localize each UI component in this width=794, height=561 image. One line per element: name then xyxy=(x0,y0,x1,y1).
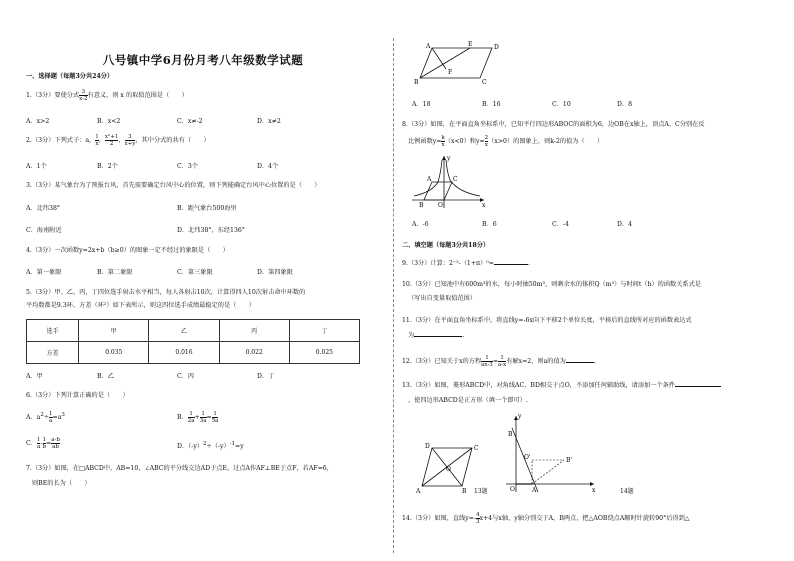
q5-option-b[interactable]: B．乙 xyxy=(97,373,114,380)
figure-13-caption: 13题 xyxy=(474,488,488,495)
q6-option-a[interactable]: A．$a^2\div$ $\frac{1}{a}$ $=a^3$ xyxy=(26,411,65,424)
svg-text:O': O' xyxy=(524,454,531,461)
q6-option-c[interactable]: C． $\frac{1}{a}$ - $\frac{1}{b}$ = $\frac{a-b}{ab}$ xyxy=(26,437,60,450)
svg-text:O: O xyxy=(510,486,515,493)
table-cell: 丙 xyxy=(219,320,289,342)
answer-blank-9[interactable] xyxy=(494,264,528,265)
question-2: 2.（3分）下列式子：a， $\frac{1}{x}$ ， $\frac{\text{x²+1}}{2}$ ， $\frac{3}{x+y}$ ，其中分式的共有（ ） xyxy=(26,134,210,147)
answer-blank-13[interactable] xyxy=(675,386,721,387)
q8-option-a[interactable]: A．-6 xyxy=(412,221,429,228)
svg-text:D: D xyxy=(494,44,499,51)
section-choice: 一、选择题（每题3分共24分） xyxy=(26,73,114,80)
answer-blank-12[interactable] xyxy=(566,362,594,363)
q7-option-c[interactable]: C．10 xyxy=(552,101,571,108)
table-cell: 0.016 xyxy=(149,342,219,364)
svg-text:A: A xyxy=(427,176,432,183)
rotation-figure-q14 xyxy=(502,412,598,496)
table-header-row xyxy=(27,320,360,342)
svg-text:A: A xyxy=(426,43,431,50)
q3-option-c[interactable]: C．海南附近 xyxy=(26,227,62,234)
table-cell: 选手 xyxy=(27,320,79,342)
q2-option-b[interactable]: B．2个 xyxy=(97,163,118,170)
q1-option-b[interactable]: B．x<2 xyxy=(97,118,121,125)
svg-text:A: A xyxy=(532,487,537,494)
svg-text:O: O xyxy=(446,466,451,473)
svg-text:C: C xyxy=(474,445,479,452)
question-11-line1: 11.（3分）在平面直角坐标系中，将直线y=-6x向下平移2个单位长度，平移后的直线所对应的函数表达式 xyxy=(402,317,692,324)
q7-option-d[interactable]: D．8 xyxy=(617,101,633,108)
q6-option-d[interactable]: D．$(-y)^2\div(-y)^{-1}=y$ xyxy=(177,441,244,451)
svg-text:y: y xyxy=(518,413,522,420)
left-column xyxy=(22,0,384,561)
figure-14-caption: 14题 xyxy=(620,488,634,495)
q6-option-b[interactable]: B． $\frac{1}{2a}$ + $\frac{1}{3a}$ = $\frac{1}{5a}$ xyxy=(177,411,219,424)
question-7-line2: 则BE的长为（ ） xyxy=(32,480,91,487)
question-13-line2: ，使四边形ABCD是正方形（填一个即可）. xyxy=(408,397,528,404)
question-14: 14.（3分）如图，直线y=- $\frac{4}{3}$ x+4与x轴、y轴分别交于A、B两点，把△AOB绕点A顺时针旋转90°后得到△ xyxy=(402,512,690,525)
table-cell: 乙 xyxy=(149,320,219,342)
table-cell: 0.035 xyxy=(79,342,149,364)
question-13-text: 13.（3分）如图，菱形ABCD中，对角线AC、BD相交于点O，不添加任何辅助线，请添加一个条件 xyxy=(402,382,675,389)
q2-option-a[interactable]: A．1个 xyxy=(26,163,47,170)
question-1: 1.（3分）要使分式 $\frac{3}{x-2}$ 有意义，则 x 的取值范围是（ ） xyxy=(26,89,188,102)
q3-option-b[interactable]: B．距气象台500海里 xyxy=(177,205,237,212)
svg-text:B': B' xyxy=(566,457,573,464)
hyperbola-figure-q8 xyxy=(410,152,490,210)
q7-option-a[interactable]: A．18 xyxy=(412,101,431,108)
q4-option-b[interactable]: B．第二象限 xyxy=(97,269,133,276)
svg-text:y: y xyxy=(447,155,451,162)
q5-option-d[interactable]: D．丁 xyxy=(257,373,275,380)
q7-option-b[interactable]: B．16 xyxy=(482,101,501,108)
svg-text:F: F xyxy=(448,69,453,76)
svg-text:E: E xyxy=(468,41,473,48)
q8-option-b[interactable]: B．6 xyxy=(482,221,497,228)
svg-text:x: x xyxy=(592,487,596,494)
q2-option-d[interactable]: D．4个 xyxy=(257,163,279,170)
question-6: 6.（3分）下列计算正确的是（ ） xyxy=(26,392,129,399)
svg-text:A: A xyxy=(416,488,421,495)
svg-text:O: O xyxy=(438,202,443,209)
table-cell: 0.022 xyxy=(219,342,289,364)
question-8-line2: 比例函数y= $\frac{k}{x}$ （x<0）和y= $\frac{2}{x}$ （x>0）的图象上，则k-2的值为（ ） xyxy=(408,135,604,148)
table-cell: 甲 xyxy=(79,320,149,342)
question-7-line1: 7.（3分）如图，在□ABCD中，AB=10，∠ABC的平分线交边AD于点E，过点A作AF⊥BE于点F，若AF=6， xyxy=(26,465,333,472)
q4-option-a[interactable]: A．第一象限 xyxy=(26,269,62,276)
q3-option-d[interactable]: D．北纬38°，东经136° xyxy=(177,227,245,234)
page-title: 八号镇中学6月份月考八年级数学试题 xyxy=(102,53,304,67)
right-column xyxy=(402,0,772,561)
column-divider xyxy=(393,38,394,553)
question-5-line1: 5.（3分）甲、乙、丙、丁四位选手射击水平相当，每人各射击10次，计算得四人10次射击命中环数的 xyxy=(26,289,306,296)
question-10-line2: （写出自变量取值范围） xyxy=(408,295,477,302)
q1-option-c[interactable]: C．x≠-2 xyxy=(177,118,203,125)
section-fill-blank: 二、填空题（每题3分共18分） xyxy=(402,242,490,249)
svg-text:C: C xyxy=(453,176,458,183)
question-12: 12.（3分）已知关于x的方程 $\frac{1}{ax-3}$ = $\frac{1}{a-x}$ 有解x=2，则a的值为 . xyxy=(402,355,596,368)
question-13-line1 xyxy=(402,381,774,390)
svg-text:C: C xyxy=(482,79,487,86)
table-cell: 方差 xyxy=(27,342,79,364)
parallelogram-figure-q7 xyxy=(410,40,500,86)
svg-text:x: x xyxy=(482,202,486,209)
answer-blank-11[interactable] xyxy=(414,336,462,337)
svg-text:B: B xyxy=(414,79,419,86)
table-cell: 丁 xyxy=(289,320,359,342)
question-11-prefix: 为 xyxy=(408,332,415,339)
q8-option-c[interactable]: C．-4 xyxy=(552,221,569,228)
question-9-text: 9.（3分）计算：2⁻²-（1+π）⁰= xyxy=(402,260,494,267)
question-11-line2: 为 . xyxy=(408,332,465,339)
q2-option-c[interactable]: C．3个 xyxy=(177,163,199,170)
table-cell: 0.025 xyxy=(289,342,359,364)
question-10-line1: 10.（3分）已知池中有600m³的水，每小时抽50m³，则剩余水的体积Q（m³）与时间t（h）的函数关系式是 xyxy=(402,281,701,288)
question-5-line2: 平均数都是9.3环，方差（环²）如下表所示，则这四位选手成绩最稳定的是（ ） xyxy=(26,302,255,309)
svg-text:B: B xyxy=(419,202,424,209)
q3-option-a[interactable]: A．北纬38° xyxy=(26,205,60,212)
question-3: 3.（3分）某气象台为了预报台风，首先需要确定台风中心的位置，则下列能确定台风中心位置的是（ ） xyxy=(26,182,321,189)
q1-option-d[interactable]: D．x≠2 xyxy=(257,118,281,125)
q4-option-d[interactable]: D．第四象限 xyxy=(257,269,293,276)
q4-option-c[interactable]: C．第三象限 xyxy=(177,269,213,276)
q5-option-a[interactable]: A．甲 xyxy=(26,373,43,380)
svg-text:D: D xyxy=(425,443,430,450)
q1-option-a[interactable]: A．x>2 xyxy=(26,118,50,125)
q8-option-d[interactable]: D．4 xyxy=(617,221,633,228)
question-8-line1: 8.（3分）如图，在平面直角坐标系中，已知平行四边形ABOC的面积为6，边OB在x轴上，顶点A、C分别在反 xyxy=(402,121,705,128)
table-row xyxy=(27,342,360,364)
variance-table xyxy=(26,319,360,364)
q5-option-c[interactable]: C．丙 xyxy=(177,373,195,380)
svg-text:B: B xyxy=(462,488,467,495)
svg-text:B: B xyxy=(508,431,513,438)
question-9: 9.（3分）计算：2⁻²-（1+π）⁰= . xyxy=(402,260,530,267)
question-4: 4.（3分）一次函数y=2x+b（b≥0）的图象一定不经过的象限是（ ） xyxy=(26,247,229,254)
